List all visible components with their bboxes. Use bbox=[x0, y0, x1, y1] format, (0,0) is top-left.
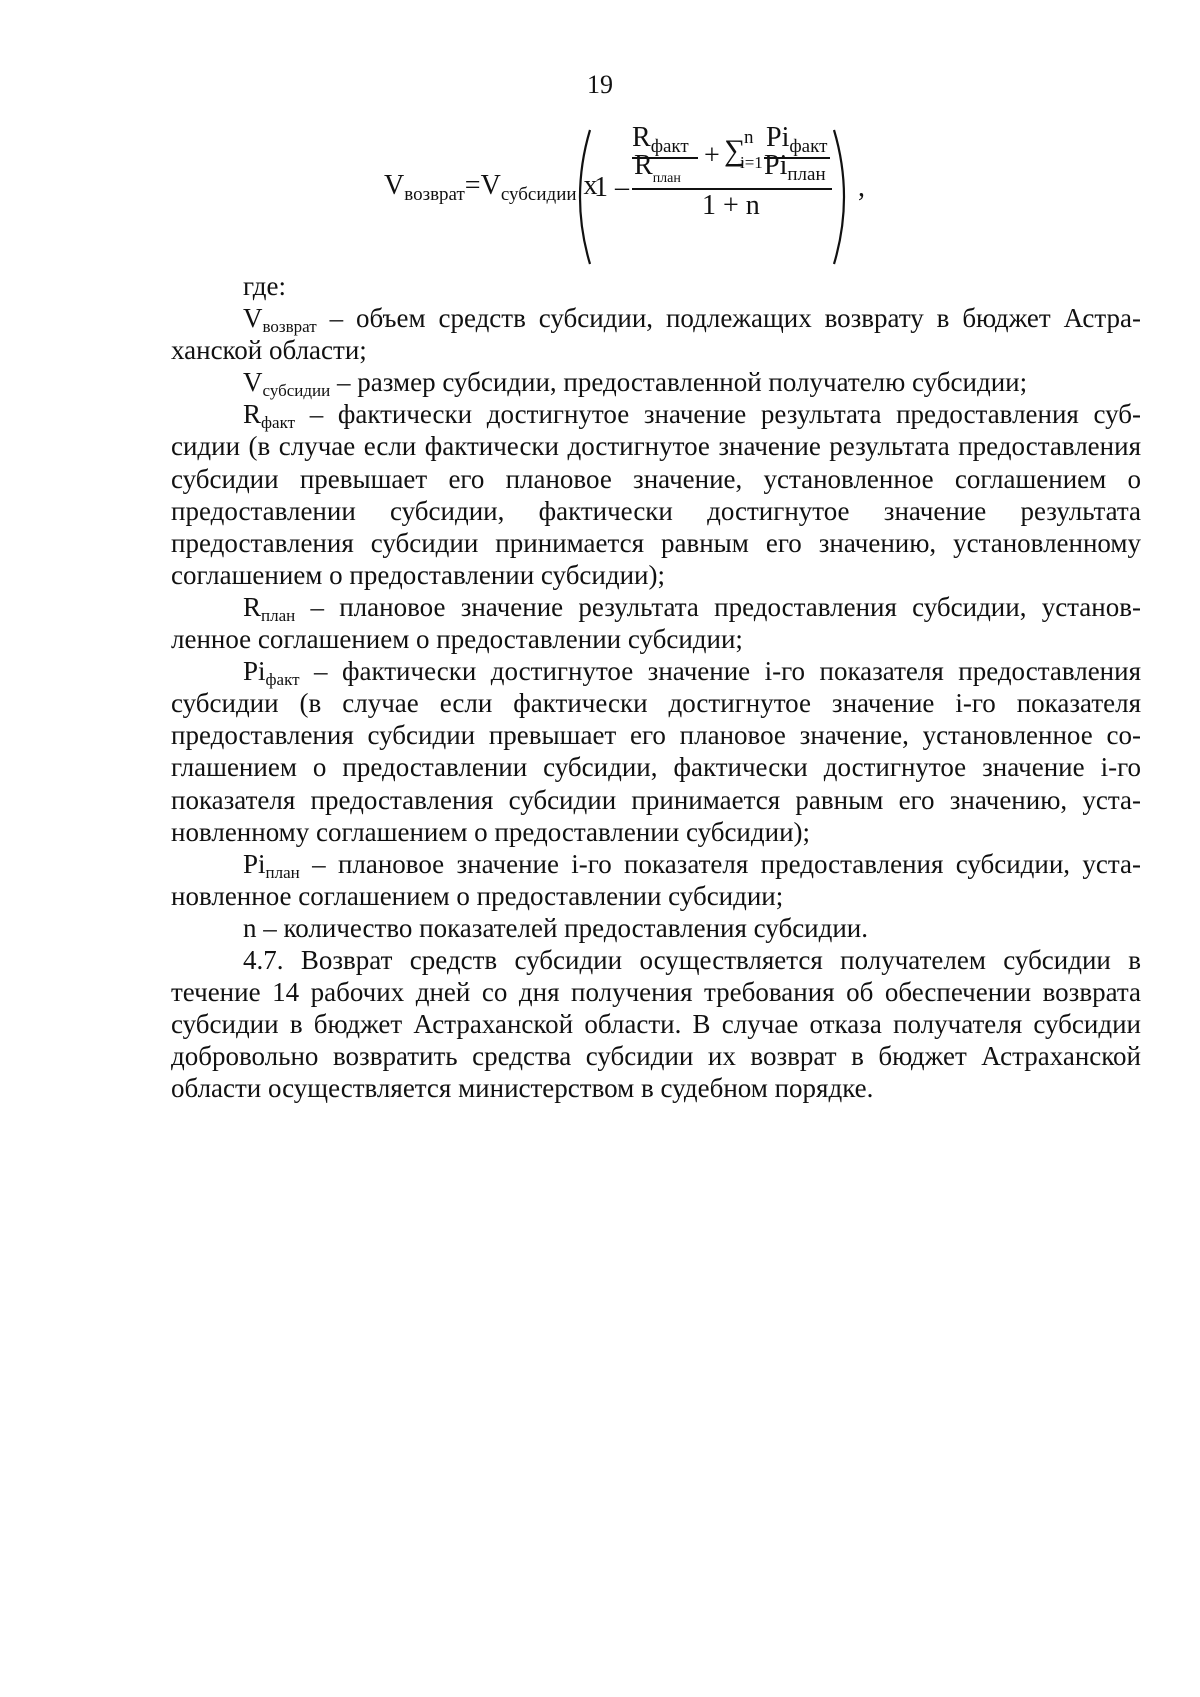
pi-plan-symbol: Pi bbox=[764, 150, 788, 181]
formula-rhs-v: V bbox=[480, 170, 501, 201]
page-number: 19 bbox=[587, 70, 613, 99]
paragraph-n bbox=[171, 912, 1141, 944]
formula-times: x bbox=[583, 170, 598, 201]
term-symbol: V bbox=[243, 303, 263, 334]
formula-rhs-sub: субсидии bbox=[500, 184, 577, 205]
paragraph-where bbox=[171, 270, 1141, 302]
sum-upper: n bbox=[744, 127, 754, 148]
formula-lhs-v: V bbox=[384, 170, 405, 201]
formula-lhs bbox=[384, 172, 598, 204]
formula-comma: , bbox=[858, 172, 865, 203]
paragraph-text: где: bbox=[243, 271, 286, 301]
formula-one: 1 bbox=[594, 172, 608, 203]
p-fraction-bottom bbox=[764, 152, 826, 184]
refund-formula bbox=[384, 122, 944, 266]
sum-lower: i=1 bbox=[740, 153, 763, 172]
r-plan-sub: план bbox=[652, 171, 681, 186]
term-subscript: план bbox=[265, 862, 300, 882]
pi-plan-sub: план bbox=[787, 164, 826, 185]
main-denominator: 1 + n bbox=[702, 190, 760, 221]
term-symbol: R bbox=[243, 399, 262, 430]
formula-one-minus bbox=[594, 174, 629, 202]
paragraph-text: – фактически достигнутое значение результата предоставления субсидии (в случае если фактически достигнутое значение результата предоставления субсидии превышает его плановое значение, установленное соглашением о предоставлении субсидии, фактически достигнутое значение результата предоставления субсидии принимается равным его значению, установленному соглашением о предоставлении субсидии); bbox=[171, 399, 1141, 590]
formula-plus: + bbox=[704, 140, 720, 171]
term-symbol: V bbox=[243, 367, 263, 398]
paragraph-r-plan bbox=[171, 591, 1141, 655]
term-subscript: факт bbox=[261, 413, 296, 433]
formula-minus: – bbox=[615, 172, 629, 203]
paragraph-text: – фактически достигнутое значение i-го показателя предоставления субсидии (в случае если фактически достигнутое значение i-го показателя предоставления субсидии превышает его плановое значение, установленное соглашением о предоставлении субсидии, фактически достигнутое значение i-го показателя предоставления субсидии принимается равным его значению, установленному соглашением о предоставлении субсидии); bbox=[171, 656, 1141, 847]
pi-fact-symbol: Pi bbox=[766, 122, 790, 153]
term-subscript: факт bbox=[265, 670, 300, 690]
left-big-paren bbox=[568, 128, 594, 266]
paragraph-pi-plan bbox=[171, 848, 1141, 912]
paragraph-text: – объем средств субсидии, подлежащих возврату в бюджет Астраханской области; bbox=[171, 303, 1141, 366]
pi-fact-sub: факт bbox=[789, 136, 828, 157]
formula-equals: = bbox=[464, 170, 481, 201]
formula-lhs-sub: возврат bbox=[404, 184, 465, 205]
body-text bbox=[171, 270, 1141, 1104]
paragraph-4-7 bbox=[171, 944, 1141, 1104]
paragraph-v-subsidy bbox=[171, 366, 1141, 401]
paragraph-text: – плановое значение i-го показателя предоставления субсидии, установленное соглашением о предоставлении субсидии; bbox=[171, 848, 1141, 911]
sum-symbol: ∑ bbox=[724, 134, 746, 167]
r-fraction-bottom bbox=[634, 152, 681, 186]
paragraph-text: – плановое значение результата предоставления субсидии, установленное соглашением о предоставлении субсидии; bbox=[171, 591, 1141, 655]
r-fact-sub: факт bbox=[650, 136, 689, 157]
right-big-paren bbox=[830, 128, 856, 266]
term-symbol: Pi bbox=[243, 656, 266, 687]
r-plan-symbol: R bbox=[634, 150, 653, 181]
paragraph-v-refund bbox=[171, 302, 1141, 366]
paragraph-text: – размер субсидии, предоставленной получателю субсидии; bbox=[330, 367, 1028, 398]
term-subscript: план bbox=[261, 605, 296, 625]
paragraph-text: n – количество показателей предоставления субсидии. bbox=[243, 912, 869, 943]
term-subscript: субсидии bbox=[262, 381, 331, 401]
paragraph-pi-fact bbox=[171, 655, 1141, 848]
term-symbol: Pi bbox=[243, 848, 266, 879]
r-fact-symbol: R bbox=[632, 122, 651, 153]
paragraph-text: 4.7. Возврат средств субсидии осуществляется получателем субсидии в течение 14 рабочих дней со дня получения требования об обеспечении возврата субсидии в бюджет Астраханской области. В случае отказа получателя субсидии добровольно возвратить средства субсидии их возврат в бюджет Астраханской области осуществляется министерством в судебном порядке. bbox=[171, 944, 1141, 1104]
term-symbol: R bbox=[243, 591, 262, 622]
paragraph-r-fact bbox=[171, 398, 1141, 591]
term-subscript: возврат bbox=[262, 317, 317, 337]
